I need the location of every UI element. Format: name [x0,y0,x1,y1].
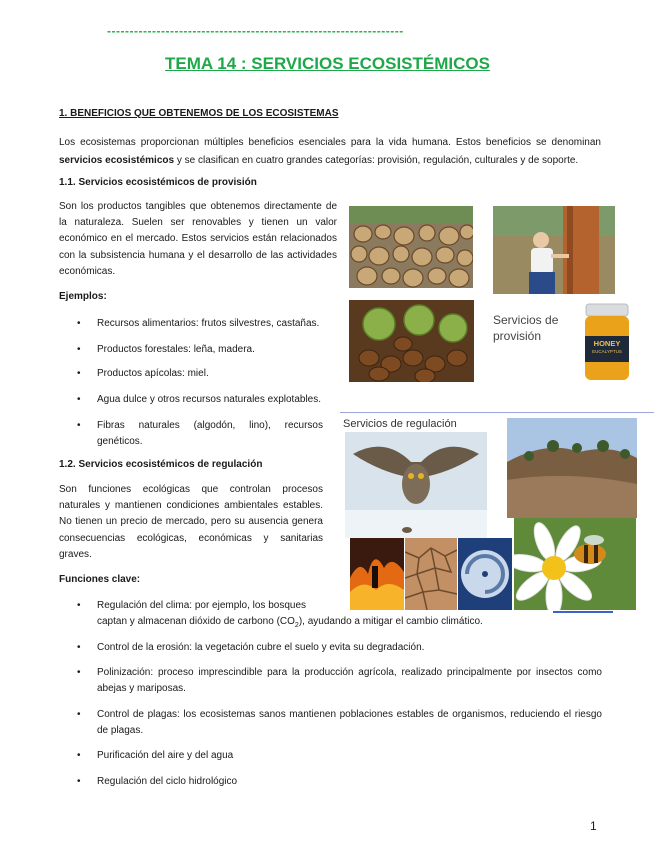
provision-label-image [484,300,634,382]
bullet-dot: • [77,776,81,787]
intro-text-end: y se clasifican en cuatro grandes categorías: provisión, regulación, culturales y de soporte. [174,155,579,166]
wildfire-image [350,538,404,610]
cracked-soil-image [405,538,457,610]
bullet-dot: • [77,709,81,720]
firewood-logs-image [349,206,473,288]
provision-paragraph: Son los productos tangibles que obtenemos directamente de la naturaleza. Suelen ser renovables y tienen un valor económico en el mercado. Estos servicios están relacionados con la subsistencia humana y el desarrollo de las actividades económicas. [59,201,337,277]
page-title: TEMA 14 : SERVICIOS ECOSISTÉMICOS [165,54,490,73]
section-heading-benefits: 1. BENEFICIOS QUE OBTENEMOS DE LOS ECOSISTEMAS [59,108,339,119]
owl-image [345,432,487,538]
bullet-dot: • [77,394,81,405]
bullet-dot: • [77,344,81,355]
chestnuts-image [349,300,474,382]
subheading-provision: 1.1. Servicios ecosistémicos de provisión [59,177,257,188]
collage-bottom-accent [553,611,613,613]
function-climate: Regulación del clima: por ejemplo, los bosques captan y almacenan dióxido de carbono $(CO_2)$, ayudando a mitigar el cambio climático. [97,600,483,629]
bullet-dot: • [77,600,81,611]
intro-text: Los ecosistemas proporcionan múltiples beneficios esenciales para la vida humana. Estos beneficios se denominan [59,137,601,148]
bullet-dot: • [77,750,81,761]
page-number: 1 [590,819,597,833]
functions-label: Funciones clave: [59,574,141,585]
bee-on-flower-image [514,518,636,610]
honey-sublabel: EUCALYPTUS [592,349,622,354]
bullet-dot: • [77,318,81,329]
bullet-dot: • [77,368,81,379]
intro-bold-term: servicios ecosistémicos [59,155,175,166]
collage-top-border [340,412,654,413]
regulation-paragraph: Son funciones ecológicas que controlan procesos naturales y mantienen condiciones ambientales estables. No tienen un precio de mercado, pero su ausencia genera consecuencias ecológicas, económicas y sanitarias graves. [59,484,323,560]
decorative-dash-line: ------------------------------------------------------------------ [107,26,404,36]
eroded-hill-image [507,418,637,518]
bullet-dot: • [77,642,81,653]
examples-label: Ejemplos: [59,291,107,302]
document-page: ------------------------------------------------------------------ TEMA 14 : SERVICIOS ECOSISTÉMICOS 1. BENEFICIOS QUE OBTENEMOS DE LOS ECOSISTEMAS Los ecosistemas proporcionan múltiples beneficios esenciales para la vida humana. Estos beneficios se denominan servicios ecosistémicos y se clasifican en cuatro grandes categorías: provisión, regulación, culturales y de soporte. 1.1. Servicios ecosistémicos de provisión Son los productos tangibles que obtenemos directamente de la naturaleza. Suelen ser renovables y tienen un valor económico en el mercado. Estos servicios están relacionados con la subsistencia humana y el desarrollo de las actividades económicas. Ejemplos: • Recursos alimentarios: frutos silvestres, castañas. • Productos forestales: leña, madera. • Productos apícolas: miel. • Agua dulce y otros recursos naturales explotables. • Fibras naturales (algodón, lino), recursos genéticos. 1.2. Servicios ecosistémicos de regulación Son funciones ecológicas que controlan procesos naturales y mantienen condiciones ambientales estables. No tienen un precio de mercado, pero su ausencia genera consecuencias ecológicas, económicas y sanitarias graves. Funciones clave: • Regulación del clima: por ejemplo, los bosques captan y almacenan dióxido de carbono $(CO_2)$, ayudando a mitigar el cambio climático. • Control de la erosión: la vegetación cubre el suelo y evita su degradación. • Polinización: proceso imprescindible para la producción agrícola, realizado principalmente por insectos como abejas y mariposas. • Control de plagas: los ecosistemas sanos mantienen poblaciones estables de organismos, reduciendo el riesgo de plagas. • Purificación del aire y del agua • Regulación del ciclo hidrológico Servicios de provisión HONEY EUCALYPTUS Servicios de regulación 1 [0,0,655,848]
bullet-dot: • [77,420,81,431]
bullet-dot: • [77,667,81,678]
intro-paragraph [59,134,601,170]
hurricane-image [458,538,512,610]
regulation-image-caption: Servicios de regulación [343,418,457,430]
cork-harvest-image [493,206,615,294]
provision-image-caption: Servicios de provisión [493,313,559,343]
honey-label: HONEY [593,339,621,348]
subheading-regulation: 1.2. Servicios ecosistémicos de regulación [59,459,263,470]
